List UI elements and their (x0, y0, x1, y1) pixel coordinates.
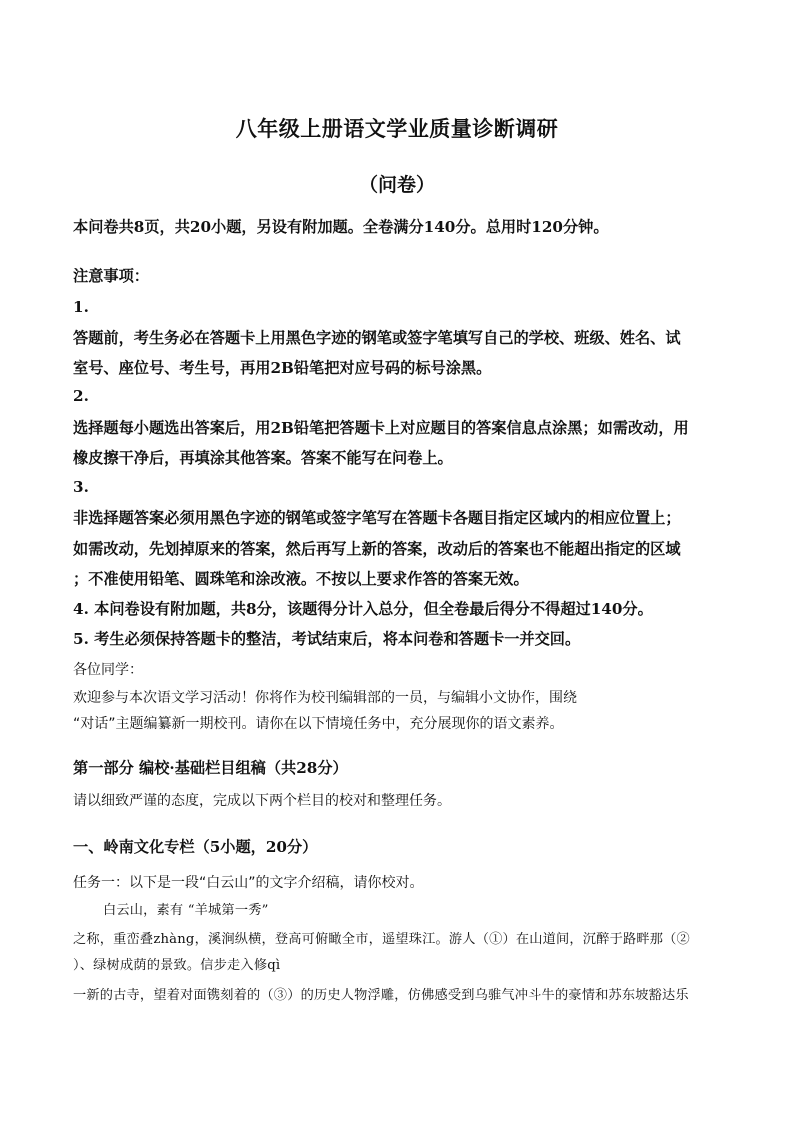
passage-line: ）、绿树成荫的景致。信步走入修qì (73, 958, 281, 973)
note-2-line: 选择题每小题选出答案后，用2B铅笔把答题卡上对应题目的答案信息点涂黑；如需改动，用 (73, 419, 689, 437)
note-3-line: 如需改动，先划掉原来的答案，然后再写上新的答案，改动后的答案也不能超出指定的区域 (73, 540, 681, 558)
note-1-line: 答题前，考生务必在答题卡上用黑色字迹的钢笔或签字笔填写自己的学校、班级、姓名、试 (73, 329, 681, 347)
part1-heading: 第一部分 编校·基础栏目组稿（共28分） (73, 759, 348, 777)
passage-line: 白云山，素有 “羊城第一秀” (103, 903, 269, 918)
note-5: 5. 考生必须保持答题卡的整洁，考试结束后，将本问卷和答题卡一并交回。 (73, 630, 581, 648)
note-3-number: 3. (73, 478, 89, 496)
note-1-line: 室号、座位号、考生号，再用2B铅笔把对应号码的标号涂黑。 (73, 359, 492, 377)
welcome-line: “对话”主题编纂新一期校刊。请你在以下情境任务中，充分展现你的语文素养。 (73, 716, 564, 732)
note-2-line: 橡皮擦干净后，再填涂其他答案。答案不能写在问卷上。 (73, 449, 453, 467)
intro-text: 本问卷共8页，共20小题，另设有附加题。全卷满分140分。总用时120分钟。 (73, 218, 609, 236)
part1-description: 请以细致严谨的态度，完成以下两个栏目的校对和整理任务。 (73, 793, 451, 809)
passage-line: 一新的古寺，望着对面镌刻着的（③）的历史人物浮雕，仿佛感受到乌骓气冲斗牛的豪情和苏东坡豁达乐 (73, 988, 689, 1003)
passage-line: 之称，重峦叠zhàng，溪涧纵横，登高可俯瞰全市，遥望珠江。游人（①）在山道间，沉醉于路畔那（② (73, 932, 690, 947)
task1-instruction: 任务一：以下是一段“白云山”的文字介绍稿，请你校对。 (73, 875, 424, 891)
section1-heading: 一、岭南文化专栏（5小题，20分） (73, 838, 318, 856)
note-3-line: 非选择题答案必须用黑色字迹的钢笔或签字笔写在答题卡各题目指定区域内的相应位置上； (73, 509, 681, 527)
note-1-number: 1. (73, 298, 89, 316)
welcome-line: 欢迎参与本次语文学习活动！你将作为校刊编辑部的一员，与编辑小文协作，围绕 (73, 690, 577, 706)
note-2-number: 2. (73, 387, 89, 405)
note-4: 4. 本问卷设有附加题，共8分，该题得分计入总分，但全卷最后得分不得超过140分。 (73, 600, 653, 618)
note-3-line: ；不准使用铅笔、圆珠笔和涂改液。不按以上要求作答的答案无效。 (73, 570, 529, 588)
page-title: 八年级上册语文学业质量诊断调研 (235, 116, 559, 141)
greeting: 各位同学： (73, 662, 143, 678)
notes-heading: 注意事项： (73, 267, 149, 285)
page-subtitle: （问卷） (358, 174, 435, 196)
